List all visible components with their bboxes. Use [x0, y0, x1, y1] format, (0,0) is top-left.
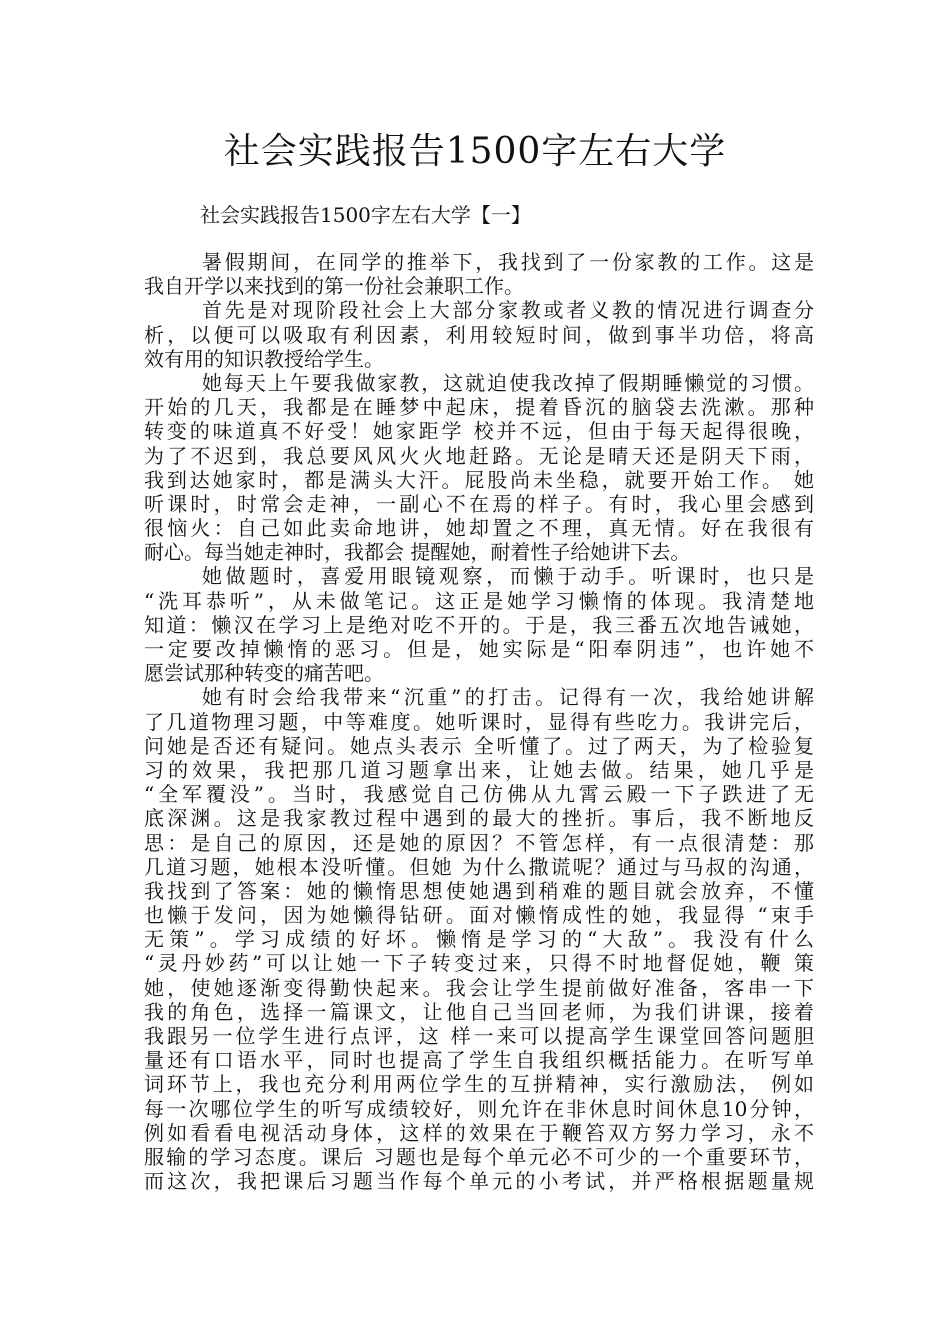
text-line: 效有用的知识教授给学生。 — [144, 346, 384, 371]
text-line: 我找到了答案：她的懒惰思想使她遇到稍难的题目就会放弃，不懂 — [144, 878, 814, 903]
text-line: 例如看看电视活动身体，这样的效果在于鞭笞双方努力学习，永不 — [144, 1120, 814, 1145]
text-line: 她做题时，喜爱用眼镜观察，而懒于动手。听课时，也只是 — [202, 564, 814, 589]
text-line: 开始的几天，我都是在睡梦中起床，提着昏沉的脑袋去洗漱。那种 — [144, 395, 814, 420]
text-line: 词环节上，我也充分利用两位学生的互拼精神，实行激励法， 例如 — [144, 1072, 814, 1097]
text-line: 无策”。学习成绩的好坏。懒惰是学习的“大敌”。我没有什么 — [144, 927, 814, 952]
text-line: 首先是对现阶段社会上大部分家教或者义教的情况进行调查分 — [202, 298, 814, 323]
text-line: 习的效果，我把那几道习题拿出来，让她去做。结果，她几乎是 — [144, 757, 814, 782]
text-line: 思：是自己的原因，还是她的原因？不管怎样，有一点很清楚：那 — [144, 830, 814, 855]
text-line: 我自开学以来找到的第一份社会兼职工作。 — [144, 274, 524, 299]
text-line: 知道：懒汉在学习上是绝对吃不开的。于是，我三番五次地告诫她， — [144, 612, 814, 637]
text-line: 她有时会给我带来“沉重”的打击。记得有一次，我给她讲解 — [202, 685, 814, 710]
document-title: 社会实践报告1500字左右大学 — [223, 131, 727, 172]
text-line: 我跟另一位学生进行点评，这 样一来可以提高学生课堂回答问题胆 — [144, 1024, 814, 1048]
text-line: 量还有口语水平，同时也提高了学生自我组织概括能力。在听写单 — [144, 1048, 814, 1073]
text-line: 问她是否还有疑问。她点头表示 全听懂了。过了两天，为了检验复 — [144, 733, 814, 758]
text-line: 转变的味道真不好受！她家距学 校并不远，但由于每天起得很晚， — [144, 419, 814, 444]
text-line: 为了不迟到，我总要风风火火地赶路。无论是晴天还是阴天下雨， — [144, 443, 814, 468]
text-line: 暑假期间，在同学的推举下，我找到了一份家教的工作。这是 — [202, 250, 814, 274]
text-line: 她每天上午要我做家教，这就迫使我改掉了假期睡懒觉的习惯。 — [202, 370, 814, 395]
text-line: “全军覆没”。当时，我感觉自己仿佛从九霄云殿一下子跌进了无 — [144, 782, 814, 807]
document-subtitle: 社会实践报告1500字左右大学【一】 — [200, 203, 531, 227]
text-line: 一定要改掉懒惰的恶习。但是，她实际是“阳奉阴违”，也许她不 — [144, 637, 814, 661]
text-line: 我到达她家时，都是满头大汗。屁股尚未坐稳，就要开始工作。 她 — [144, 467, 814, 492]
text-line: “灵丹妙药”可以让她一下子转变过来，只得不时地督促她，鞭 策 — [144, 951, 814, 976]
text-line: 耐心。每当她走神时，我都会 提醒她，耐着性子给她讲下去。 — [144, 540, 691, 565]
text-line: 而这次，我把课后习题当作每个单元的小考试，并严格根据题量规 — [144, 1169, 814, 1194]
text-line: 析，以便可以吸取有利因素，利用较短时间，做到事半功倍，将高 — [144, 322, 814, 347]
document-body — [144, 250, 814, 1193]
text-line: 听课时，时常会走神，一副心不在焉的样子。有时，我心里会感到 — [144, 491, 814, 516]
text-line: 服输的学习态度。课后 习题也是每个单元必不可少的一个重要环节， — [144, 1144, 814, 1169]
text-line: 愿尝试那种转变的痛苦吧。 — [144, 661, 384, 686]
text-line: 也懒于发问，因为她懒得钻研。面对懒惰成性的她，我显得 “束手 — [144, 903, 814, 928]
text-line: 很恼火：自己如此卖命地讲，她却置之不理，真无情。好在我很有 — [144, 516, 814, 541]
text-line: 了几道物理习题，中等难度。她听课时，显得有些吃力。我讲完后， — [144, 709, 814, 734]
text-line: “洗耳恭听”，从未做笔记。这正是她学习懒惰的体现。我清楚地 — [144, 588, 814, 613]
text-line: 她，使她逐渐变得勤快起来。我会让学生提前做好准备，客串一下 — [144, 975, 814, 1000]
text-line: 底深渊。这是我家教过程中遇到的最大的挫折。事后，我不断地反 — [144, 806, 814, 831]
text-line: 每一次哪位学生的听写成绩较好，则允许在非休息时间休息10分钟， — [144, 1096, 814, 1121]
text-line: 几道习题，她根本没听懂。但她 为什么撒谎呢？通过与马叔的沟通， — [144, 854, 814, 879]
text-line: 我的角色，选择一篇课文，让他自己当回老师，为我们讲课，接着 — [144, 999, 814, 1024]
